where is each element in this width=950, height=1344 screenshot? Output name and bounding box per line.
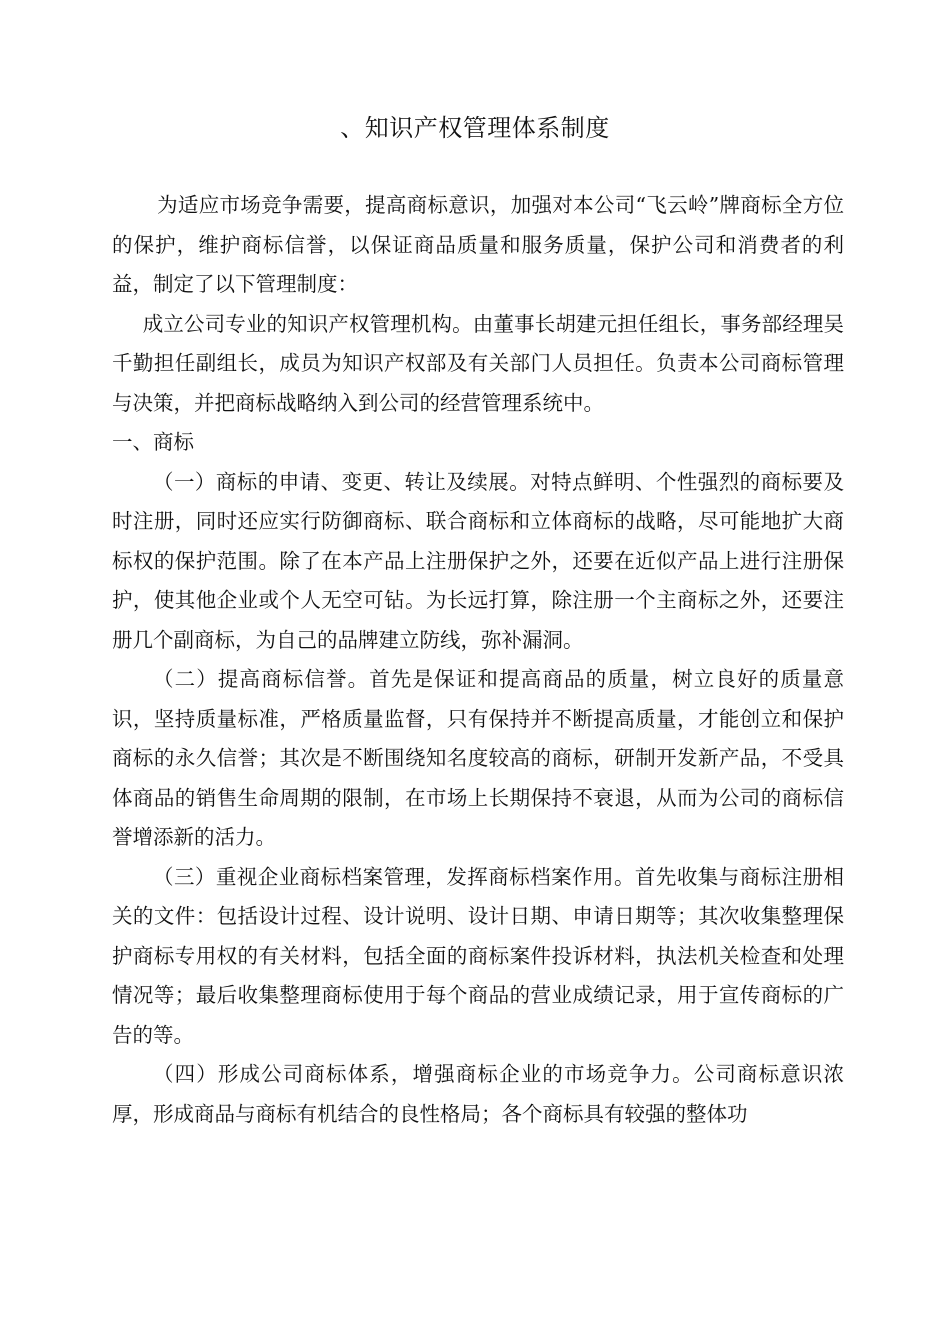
document-body: [112, 186, 844, 1134]
section-heading-trademark: 一、商标: [112, 430, 194, 454]
clause-1-paragraph: （一）商标的申请、变更、转让及续展。对特点鲜明、个性强烈的商标要及时注册，同时还应实行防御商标、联合商标和立体商标的战略，尽可能地扩大商标权的保护范围。除了在本产品上注册保护之外，还要在近似产品上进行注册保护，使其他企业或个人无空可钻。为长远打算，除注册一个主商标之外，还要注册几个副商标，为自己的品牌建立防线，弥补漏洞。: [112, 469, 844, 652]
document-title: 、知识产权管理体系制度: [340, 114, 610, 142]
clause-4-paragraph: （四）形成公司商标体系，增强商标企业的市场竞争力。公司商标意识浓厚，形成商品与商标有机结合的良性格局；各个商标具有较强的整体功: [112, 1062, 844, 1126]
intro-paragraph: 为适应市场竞争需要，提高商标意识，加强对本公司“飞云岭”牌商标全方位的保护，维护商标信誉，以保证商品质量和服务质量，保护公司和消费者的利益，制定了以下管理制度：: [112, 193, 844, 296]
clause-2-paragraph: （二）提高商标信誉。首先是保证和提高商品的质量，树立良好的质量意识，坚持质量标准，严格质量监督，只有保持并不断提高质量，才能创立和保护商标的永久信誉；其次是不断围绕知名度较高的商标，研制开发新产品，不受具体商品的销售生命周期的限制，在市场上长期保持不衰退，从而为公司的商标信誉增添新的活力。: [112, 667, 844, 849]
clause-3-paragraph: （三）重视企业商标档案管理，发挥商标档案作用。首先收集与商标注册相关的文件：包括设计过程、设计说明、设计日期、申请日期等；其次收集整理保护商标专用权的有关材料，包括全面的商标案件投诉材料，执法机关检查和处理情况等；最后收集整理商标使用于每个商品的营业成绩记录，用于宣传商标的广告的等。: [112, 864, 844, 1047]
organization-paragraph: 成立公司专业的知识产权管理机构。由董事长胡建元担任组长，事务部经理吴千勤担任副组长，成员为知识产权部及有关部门人员担任。负责本公司商标管理与决策，并把商标战略纳入到公司的经营管理系统中。: [112, 311, 844, 415]
